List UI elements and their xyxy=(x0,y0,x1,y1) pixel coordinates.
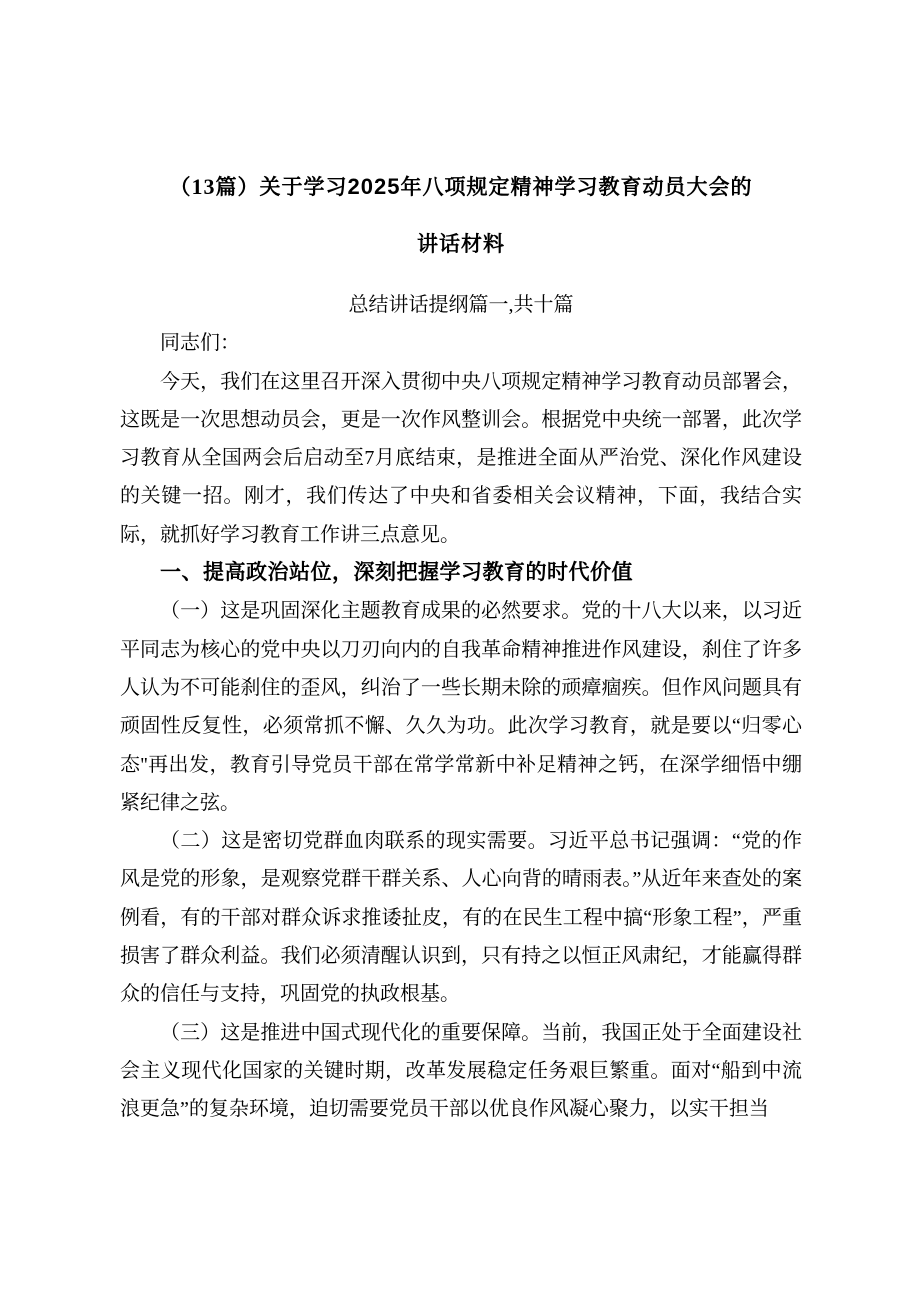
title-text-rest: 年八项规定精神学习教育动员大会的 xyxy=(400,175,753,199)
salutation: 同志们： xyxy=(160,332,240,355)
title-open-paren: （ xyxy=(169,175,192,199)
title-line-1 xyxy=(120,158,802,216)
document-body xyxy=(120,286,802,1129)
document-title xyxy=(120,158,802,273)
paragraph-point-3: （三）这是推进中国式现代化的重要保障。当前，我国正处于全面建设社会主义现代化国家的关键时期，改革发展稳定任务艰巨繁重。面对“船到中流浪更急”的复杂环境，迫切需要党员干部以优良作风凝心聚力，以实干担当 xyxy=(120,1021,802,1121)
title-count-number: 13 xyxy=(191,174,216,199)
title-line-2: 讲话材料 xyxy=(417,232,505,256)
paragraph-point-1: （一）这是巩固深化主题教育成果的必然要求。党的十八大以来，以习近平同志为核心的党中央以刀刃向内的自我革命精神推进作风建设，刹住了许多人认为不可能刹住的歪风，纠治了一些长期未除的顽瘴痼疾。但作风问题具有顽固性反复性，必须常抓不懈、久久为功。此次学习教育，就是要以“归零心态''再出发，教育引导党员干部在常学常新中补足精神之钙，在深学细悟中绷紧纪律之弦。 xyxy=(120,600,802,814)
paragraph-intro: 今天，我们在这里召开深入贯彻中央八项规定精神学习教育动员部署会，这既是一次思想动员会，更是一次作风整训会。根据党中央统一部署，此次学习教育从全国两会后启动至7月底结束，是推进全面从严治党、深化作风建设的关键一招。刚才，我们传达了中央和省委相关会议精神，下面，我结合实际，就抓好学习教育工作讲三点意见。 xyxy=(120,370,802,546)
paragraph-point-2: （二）这是密切党群血肉联系的现实需要。习近平总书记强调：“党的作风是党的形象，是观察党群干群关系、人心向背的晴雨表。”从近年来查处的案例看，有的干部对群众诉求推诿扯皮，有的在民生工程中搞“形象工程”，严重损害了群众利益。我们必须清醒认识到，只有持之以恒正风肃纪，才能赢得群众的信任与支持，巩固党的执政根基。 xyxy=(120,830,802,1006)
title-text-mid: 篇）关于学习 xyxy=(215,175,348,199)
section-heading-1: 一、提高政治站位，深刻把握学习教育的时代价值 xyxy=(160,561,633,585)
title-year-number: 2025 xyxy=(347,174,401,199)
subtitle: 总结讲话提纲篇一,共十篇 xyxy=(348,294,574,316)
